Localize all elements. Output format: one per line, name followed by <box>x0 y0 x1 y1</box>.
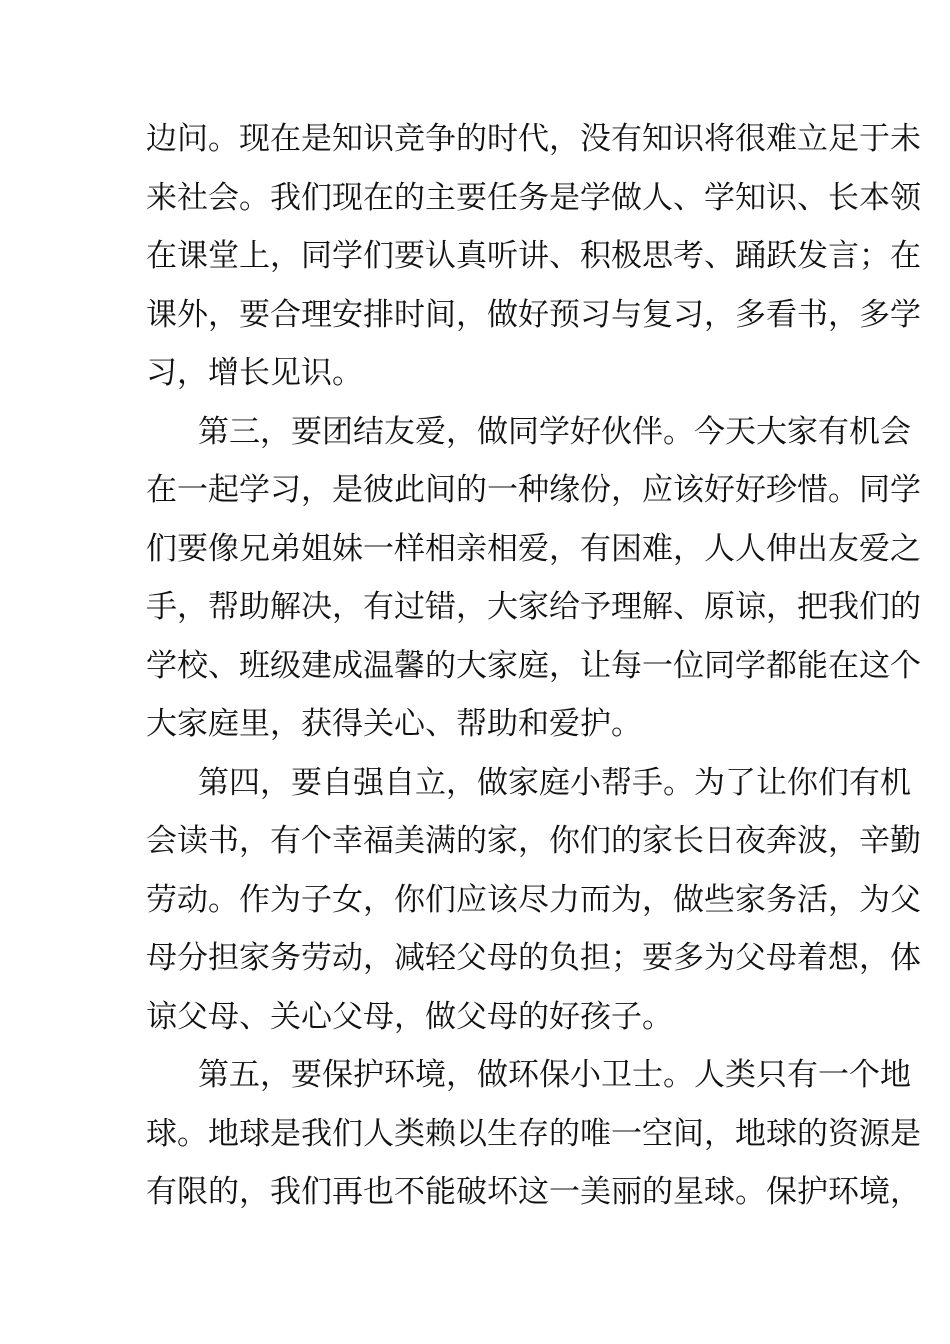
paragraph-start-line: 第五，要保护环境，做环保小卫士。人类只有一个地 <box>198 1057 911 1093</box>
text-line: 球。地球是我们人类赖以生存的唯一空间，地球的资源是 <box>146 1115 921 1152</box>
text-line: 课外，要合理安排时间，做好预习与复习，多看书，多学 <box>146 296 921 333</box>
text-line: 大家庭里，获得关心、帮助和爱护。 <box>146 706 642 742</box>
text-line: 母分担家务劳动，减轻父母的负担；要多为父母着想，体 <box>146 940 921 976</box>
paragraph-start-line: 第三，要团结友爱，做同学好伙伴。今天大家有机会 <box>198 413 911 450</box>
text-line: 有限的，我们再也不能破坏这一美丽的星球。保护环境， <box>146 1174 921 1210</box>
paragraph-start-line: 第四，要自强自立，做家庭小帮手。为了让你们有机 <box>198 764 911 801</box>
text-line: 学校、班级建成温馨的大家庭，让每一位同学都能在这个 <box>146 647 921 684</box>
text-line: 手，帮助解决，有过错，大家给予理解、原谅，把我们的 <box>146 589 921 625</box>
text-line: 习，增长见识。 <box>146 355 363 391</box>
text-line: 会读书，有个幸福美满的家，你们的家长日夜奔波，辛勤 <box>146 823 921 859</box>
text-line: 边问。现在是知识竞争的时代，没有知识将很难立足于未 <box>146 121 921 157</box>
text-line: 来社会。我们现在的主要任务是学做人、学知识、长本领 <box>146 179 921 216</box>
body-text <box>146 110 921 1222</box>
text-line: 在课堂上，同学们要认真听讲、积极思考、踊跃发言；在 <box>146 238 921 274</box>
text-line: 们要像兄弟姐妹一样相亲相爱，有困难，人人伸出友爱之 <box>146 530 921 567</box>
text-line: 劳动。作为子女，你们应该尽力而为，做些家务活，为父 <box>146 881 921 918</box>
text-line: 谅父母、关心父母，做父母的好孩子。 <box>146 998 673 1035</box>
text-line: 在一起学习，是彼此间的一种缘份，应该好好珍惜。同学 <box>146 472 921 508</box>
